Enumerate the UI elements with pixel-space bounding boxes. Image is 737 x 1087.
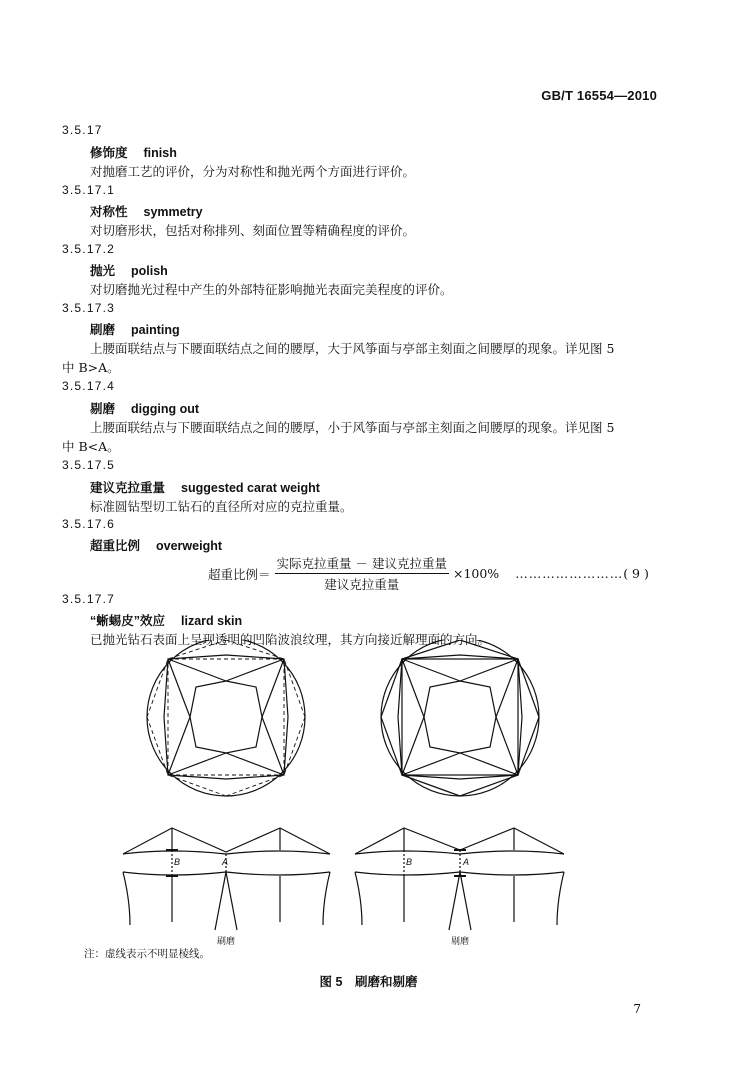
clause-number: 3.5.17 xyxy=(62,123,103,137)
clause-number: 3.5.17.1 xyxy=(62,183,115,197)
term-definition: 已抛光钻石表面上呈现透明的凹陷波浪纹理，其方向接近解理面的方向。 xyxy=(90,632,491,647)
page-number: 7 xyxy=(633,1002,641,1016)
term-zh: 对称性 xyxy=(90,205,128,219)
term-en: finish xyxy=(143,146,177,160)
term-heading xyxy=(90,611,242,629)
term-zh: 修饰度 xyxy=(90,146,128,160)
clause-number: 3.5.17.3 xyxy=(62,301,115,315)
formula-leader-dots: …………………… xyxy=(515,566,624,581)
term-heading xyxy=(90,399,199,417)
term-en: suggested carat weight xyxy=(181,481,320,495)
digging-out-profile xyxy=(355,828,564,930)
clause-number: 3.5.17.2 xyxy=(62,242,115,256)
clause-number: 3.5.17.6 xyxy=(62,517,115,531)
term-heading xyxy=(90,261,168,279)
label-a-left: A xyxy=(222,857,229,867)
digging-out-top-view xyxy=(381,640,539,796)
term-zh: 刷磨 xyxy=(90,323,116,337)
term-heading xyxy=(90,536,222,554)
term-en: overweight xyxy=(156,539,223,553)
term-definition: 上腰面联结点与下腰面联结点之间的腰厚，大于风筝面与亭部主刻面之间腰厚的现象。详见图 5 xyxy=(90,341,615,356)
painting-profile xyxy=(123,828,330,930)
term-definition-continued: 中 B>A。 xyxy=(62,360,120,375)
term-zh: 建议克拉重量 xyxy=(90,481,166,495)
label-b-left: B xyxy=(174,857,181,867)
term-definition-continued: 中 B<A。 xyxy=(62,439,120,454)
term-en: polish xyxy=(131,264,168,278)
figure-caption: 图 5 刷磨和剔磨 xyxy=(319,975,418,989)
term-heading xyxy=(90,143,177,161)
label-b-right: B xyxy=(406,857,413,867)
term-en: painting xyxy=(131,323,180,337)
formula-fraction xyxy=(275,554,449,593)
term-zh: 抛光 xyxy=(90,264,116,278)
term-definition: 对抛磨工艺的评价，分为对称性和抛光两个方面进行评价。 xyxy=(90,164,416,179)
figure-note: 注：虚线表示不明显棱线。 xyxy=(84,948,210,960)
term-en: digging out xyxy=(131,402,200,416)
term-definition: 上腰面联结点与下腰面联结点之间的腰厚，小于风筝面与亭部主刻面之间腰厚的现象。详见图 5 xyxy=(90,420,615,435)
term-zh: 超重比例 xyxy=(90,539,141,553)
figure-label-painting: 刷磨 xyxy=(217,936,236,946)
painting-top-view xyxy=(147,640,305,796)
term-definition: 对切磨抛光过程中产生的外部特征影响抛光表面完美程度的评价。 xyxy=(90,282,453,297)
overweight-formula xyxy=(208,554,649,593)
term-heading xyxy=(90,478,320,496)
term-definition: 对切磨形状，包括对称排列、刻面位置等精确程度的评价。 xyxy=(90,223,416,238)
standard-number: GB/T 16554—2010 xyxy=(541,88,657,103)
label-a-right: A xyxy=(463,857,470,867)
term-zh: 剔磨 xyxy=(90,402,116,416)
term-heading xyxy=(90,202,203,220)
equation-number: ( 9 ) xyxy=(623,566,649,581)
figure-5-diagram xyxy=(0,640,737,940)
clause-number: 3.5.17.7 xyxy=(62,592,115,606)
term-en: symmetry xyxy=(143,205,203,219)
formula-rhs: ×100% xyxy=(452,566,500,581)
formula-denominator: 建议克拉重量 xyxy=(324,577,400,592)
term-heading xyxy=(90,320,180,338)
term-zh: “蜥蜴皮”效应 xyxy=(90,614,166,628)
formula-lhs: 超重比例＝ xyxy=(208,566,271,582)
clause-number: 3.5.17.4 xyxy=(62,379,115,393)
figure-label-digging-out: 剔磨 xyxy=(451,936,470,946)
term-definition: 标准圆钻型切工钻石的直径所对应的克拉重量。 xyxy=(90,499,353,514)
clause-number: 3.5.17.5 xyxy=(62,458,115,472)
formula-numerator: 实际克拉重量 － 建议克拉重量 xyxy=(275,554,449,574)
term-en: lizard skin xyxy=(181,614,243,628)
